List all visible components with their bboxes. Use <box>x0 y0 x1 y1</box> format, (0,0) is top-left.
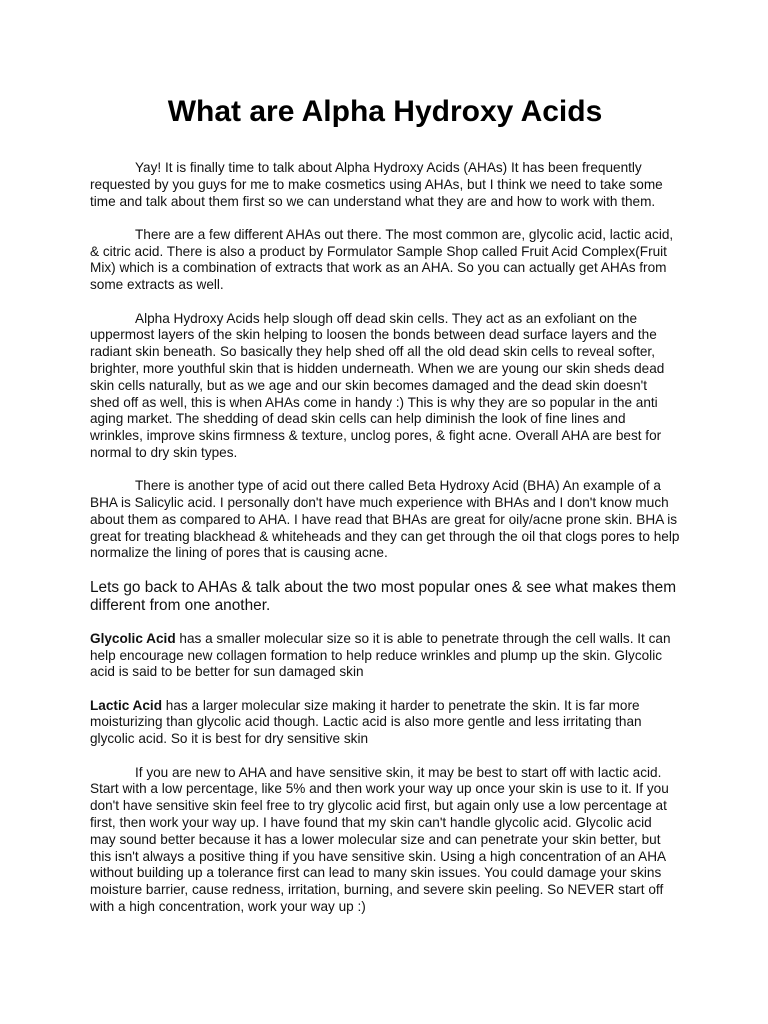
glycolic-acid-paragraph <box>90 631 680 681</box>
lactic-acid-term: Lactic Acid <box>90 697 163 713</box>
aha-types-paragraph: There are a few different AHAs out there. The most common are, glycolic acid, lactic acid, & citric acid. There is also a product by Formulator Sample Shop called Fruit Acid Complex(Fruit Mix) which is a combination of extracts that work as an AHA. So you can actually get AHAs from some extracts as well. <box>90 226 674 293</box>
document-page <box>90 92 680 932</box>
glycolic-acid-term: Glycolic Acid <box>90 630 176 646</box>
bha-paragraph: There is another type of acid out there called Beta Hydroxy Acid (BHA) An example of a BHA is Salicylic acid. I personally don't have much experience with BHAs and I don't know much about them as compared to AHA. I have read that BHAs are great for oily/acne prone skin. BHA is great for treating blackhead & whiteheads and they can get through the oil that clogs pores to help normalize the lining of pores that is causing acne. <box>90 478 680 561</box>
glycolic-acid-text: has a smaller molecular size so it is able to penetrate through the cell walls. It can help encourage new collagen formation to help reduce wrinkles and plump up the skin. Glycolic acid is said to be better for sun damaged skin <box>90 630 671 680</box>
lactic-acid-text: has a larger molecular size making it harder to penetrate the skin. It is far more moisturizing than glycolic acid though. Lactic acid is also more gentle and less irritating than glycolic acid. So it is best for dry sensitive skin <box>90 697 642 747</box>
advice-paragraph: If you are new to AHA and have sensitive skin, it may be best to start off with lactic acid. Start with a low percentage, like 5% and then work your way up once your skin is use to it. If you don't have sensitive skin feel free to try glycolic acid first, but again only use a low percentage at first, then work your way up. I have found that my skin can't handle glycolic acid. Glycolic acid may sound better because it has a lower molecular size and can penetrate your skin better, but this isn't always a positive thing if you have sensitive skin. Using a high concentration of an AHA without building up a tolerance first can lead to many skin issues. You could damage your skins moisture barrier, cause redness, irritation, burning, and severe skin peeling. So NEVER start off with a high concentration, work your way up :) <box>90 764 669 914</box>
lactic-acid-paragraph <box>90 698 680 748</box>
document-title: What are Alpha Hydroxy Acids <box>167 95 603 128</box>
aha-function-paragraph: Alpha Hydroxy Acids help slough off dead skin cells. They act as an exfoliant on the uppermost layers of the skin helping to loosen the bonds between dead surface layers and the radiant skin beneath. So basically they help shed off all the old dead skin cells to reveal softer, brighter, more youthful skin that is hidden underneath. When we are young our skin sheds dead skin cells naturally, but as we age and our skin becomes damaged and the dead skin doesn't shed off as well, this is when AHAs come in handy :) This is why they are so popular in the anti aging market. The shedding of dead skin cells can help diminish the look of fine lines and wrinkles, improve skins firmness & texture, unclog pores, & fight acne. Overall AHA are best for normal to dry skin types. <box>90 310 665 460</box>
comparison-lead-paragraph: Lets go back to AHAs & talk about the two most popular ones & see what makes them different from one another. <box>90 578 677 615</box>
intro-paragraph: Yay! It is finally time to talk about Alpha Hydroxy Acids (AHAs) It has been frequently requested by you guys for me to make cosmetics using AHAs, but I think we need to take some time and talk about them first so we can understand what they are and how to work with them. <box>90 160 663 209</box>
